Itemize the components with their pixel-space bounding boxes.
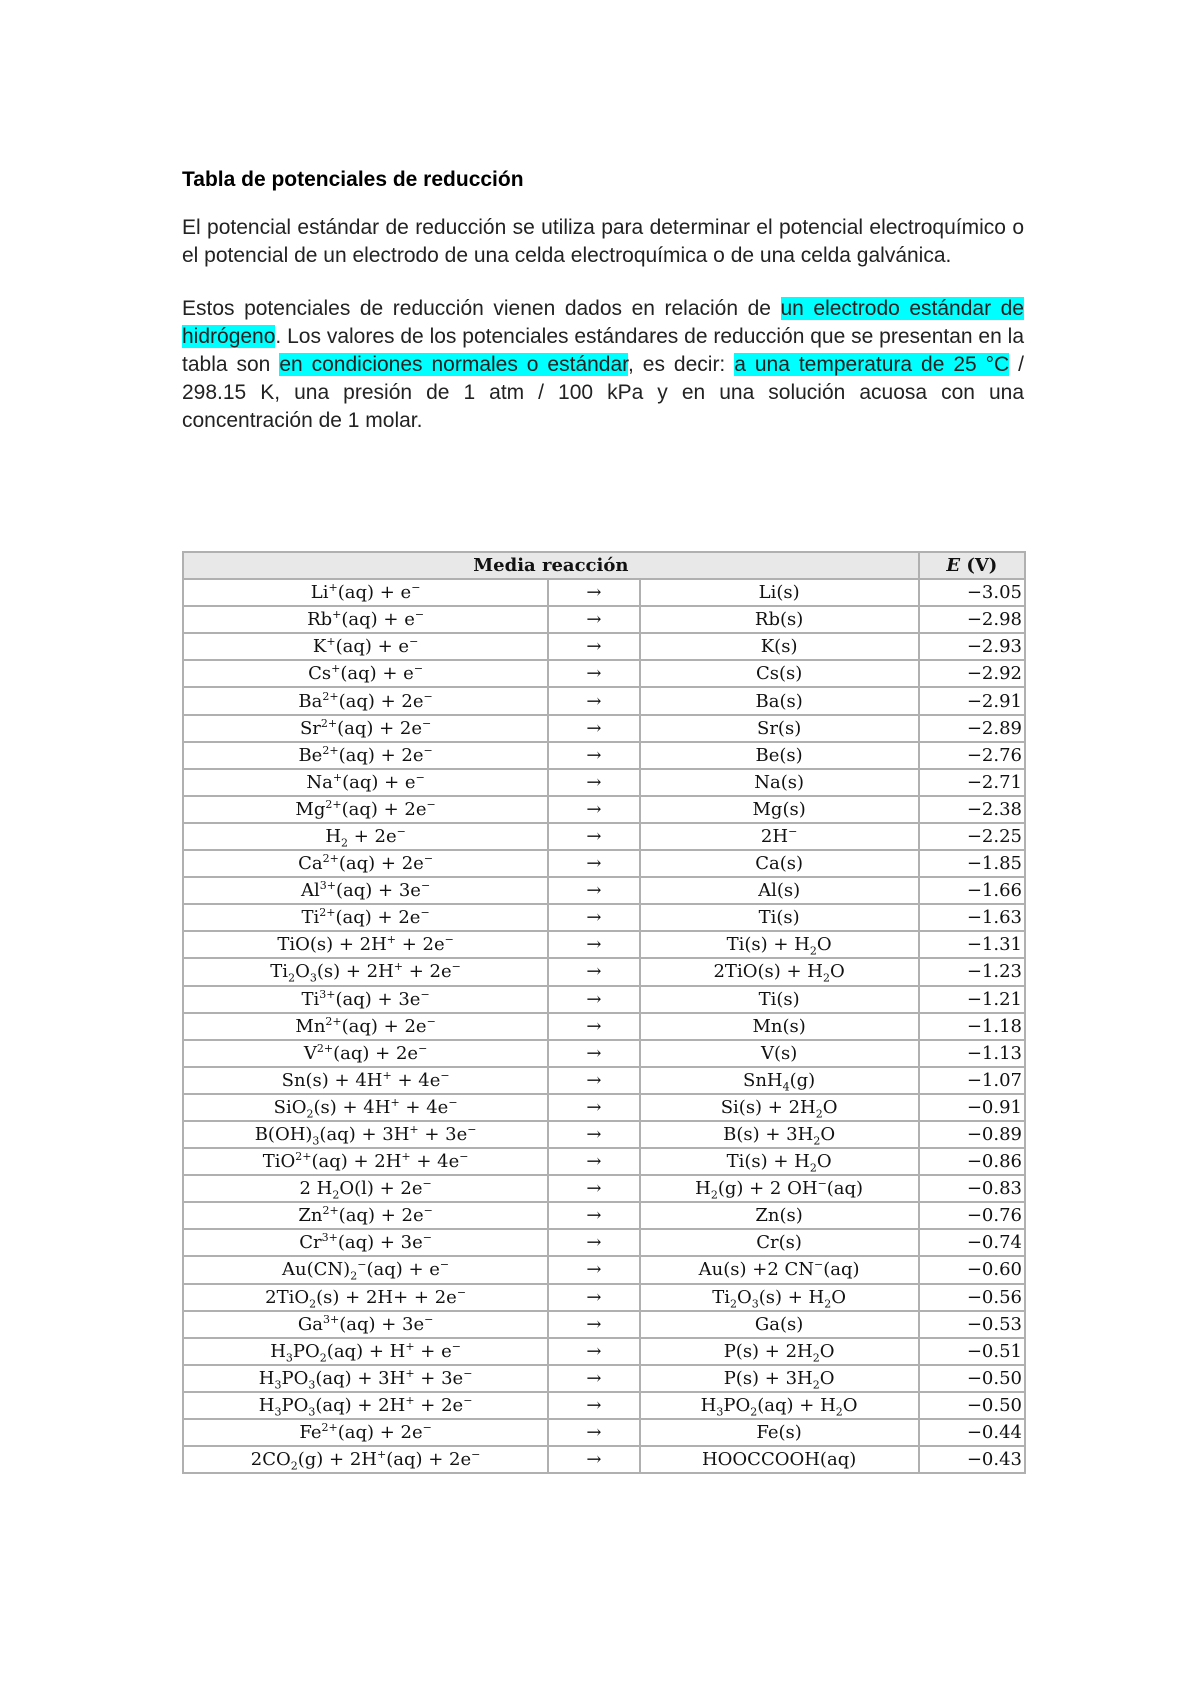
- arrow-cell: →: [548, 1094, 639, 1121]
- reactant-cell: Rb+(aq) + e−: [183, 606, 548, 633]
- arrow-cell: →: [548, 1419, 639, 1446]
- table-row: [183, 633, 1025, 660]
- product-cell: Mg(s): [640, 796, 919, 823]
- product-cell: Ba(s): [640, 687, 919, 714]
- reactant-cell: Na+(aq) + e−: [183, 769, 548, 796]
- reduction-potentials-table: [182, 551, 1026, 1474]
- table-row: [183, 1067, 1025, 1094]
- potential-cell: −1.18: [919, 1013, 1025, 1040]
- arrow-cell: →: [548, 1229, 639, 1256]
- arrow-cell: →: [548, 1148, 639, 1175]
- potential-cell: −1.31: [919, 931, 1025, 958]
- table-row: [183, 823, 1025, 850]
- table-row: [183, 660, 1025, 687]
- product-cell: $Ti_2O_3(s) + H_2O$: [640, 1284, 919, 1311]
- product-cell: SnH$_4$(g): [640, 1067, 919, 1094]
- potential-cell: −0.50: [919, 1365, 1025, 1392]
- product-cell: 2H−: [640, 823, 919, 850]
- potential-cell: −0.51: [919, 1338, 1025, 1365]
- potential-cell: −2.91: [919, 687, 1025, 714]
- highlighted-text: en condiciones normales o estándar: [279, 353, 628, 376]
- reactant-cell: Cs+(aq) + e−: [183, 660, 548, 687]
- table-row: [183, 877, 1025, 904]
- arrow-cell: →: [548, 1040, 639, 1067]
- arrow-cell: →: [548, 1202, 639, 1229]
- product-cell: Na(s): [640, 769, 919, 796]
- product-cell: K(s): [640, 633, 919, 660]
- table-row: [183, 1094, 1025, 1121]
- reactant-cell: Sn(s) + 4H+ + 4e−: [183, 1067, 548, 1094]
- product-cell: Zn(s): [640, 1202, 919, 1229]
- potential-cell: −0.86: [919, 1148, 1025, 1175]
- reactant-cell: $Mg^{2+}(aq) + 2e^-$: [183, 796, 548, 823]
- header-reaction: Media reacción: [183, 552, 919, 579]
- table-row: [183, 687, 1025, 714]
- potential-cell: −1.23: [919, 958, 1025, 985]
- product-cell: Ti(s): [640, 904, 919, 931]
- reactant-cell: $Al^{3+}(aq) + 3e^-$: [183, 877, 548, 904]
- table-row: [183, 1175, 1025, 1202]
- table-row: [183, 1392, 1025, 1419]
- table-header-row: [183, 552, 1025, 579]
- product-cell: $Si(s) + 2H_2O$: [640, 1094, 919, 1121]
- reactant-cell: $Mn^{2+}(aq) + 2e^-$: [183, 1013, 548, 1040]
- reactant-cell: $H_3PO_3(aq) + 3H^+ + 3e^-$: [183, 1365, 548, 1392]
- potential-cell: −0.60: [919, 1256, 1025, 1283]
- document-title: Tabla de potenciales de reducción: [182, 168, 524, 191]
- potential-cell: −1.07: [919, 1067, 1025, 1094]
- potential-cell: −0.53: [919, 1311, 1025, 1338]
- highlighted-text: a una temperatura de 25 °C: [734, 353, 1010, 376]
- table-row: [183, 1121, 1025, 1148]
- product-cell: $2TiO(s) + H_2O$: [640, 958, 919, 985]
- potential-cell: −2.71: [919, 769, 1025, 796]
- product-cell: $H_3PO_2(aq) + H_2O$: [640, 1392, 919, 1419]
- header-potential: [919, 552, 1025, 579]
- arrow-cell: →: [548, 1256, 639, 1283]
- header-e-symbol: E: [946, 555, 961, 577]
- table-row: [183, 904, 1025, 931]
- product-cell: $B(s) + 3H_2O$: [640, 1121, 919, 1148]
- arrow-cell: →: [548, 958, 639, 985]
- potential-cell: −0.76: [919, 1202, 1025, 1229]
- reactant-cell: K+(aq) + e−: [183, 633, 548, 660]
- reactant-cell: $Ca^{2+}(aq) + 2e^-$: [183, 850, 548, 877]
- reactant-cell: $Zn^{2+}(aq) + 2e^-$: [183, 1202, 548, 1229]
- potential-cell: −2.93: [919, 633, 1025, 660]
- product-cell: Sr(s): [640, 715, 919, 742]
- arrow-cell: →: [548, 877, 639, 904]
- product-cell: Au(s) +2 CN−(aq): [640, 1256, 919, 1283]
- product-cell: Ca(s): [640, 850, 919, 877]
- arrow-cell: →: [548, 823, 639, 850]
- arrow-cell: →: [548, 606, 639, 633]
- potential-cell: −0.50: [919, 1392, 1025, 1419]
- potential-cell: −0.43: [919, 1446, 1025, 1473]
- product-cell: Mn(s): [640, 1013, 919, 1040]
- product-cell: Ti(s): [640, 986, 919, 1013]
- product-cell: $Ti(s) + H_2O$: [640, 931, 919, 958]
- product-cell: V(s): [640, 1040, 919, 1067]
- paragraph-text: / 298.15 K, una presión de 1 atm / 100 kPa y en una solución acuosa con una concentración de 1 molar.: [182, 353, 1024, 432]
- table-row: [183, 1229, 1025, 1256]
- arrow-cell: →: [548, 904, 639, 931]
- potential-cell: −2.92: [919, 660, 1025, 687]
- potential-cell: −2.76: [919, 742, 1025, 769]
- arrow-cell: →: [548, 1446, 639, 1473]
- table-row: [183, 931, 1025, 958]
- reactant-cell: $2CO_2(g) + 2H^+(aq) + 2e^-$: [183, 1446, 548, 1473]
- arrow-cell: →: [548, 1013, 639, 1040]
- header-unit: (V): [960, 555, 998, 577]
- table-row: [183, 1311, 1025, 1338]
- product-cell: Cs(s): [640, 660, 919, 687]
- table-row: [183, 1446, 1025, 1473]
- arrow-cell: →: [548, 796, 639, 823]
- reactant-cell: $Ba^{2+}(aq) + 2e^-$: [183, 687, 548, 714]
- arrow-cell: →: [548, 579, 639, 606]
- reactant-cell: $Cr^{3+}(aq) + 3e^-$: [183, 1229, 548, 1256]
- reactant-cell: $Ti_2O_3(s) + 2H^+ + 2e^-$: [183, 958, 548, 985]
- arrow-cell: →: [548, 1284, 639, 1311]
- product-cell: Fe(s): [640, 1419, 919, 1446]
- table-row: [183, 796, 1025, 823]
- reactant-cell: Li+(aq) + e−: [183, 579, 548, 606]
- potential-cell: −1.21: [919, 986, 1025, 1013]
- paragraph-text: Estos potenciales de reducción vienen dados en relación de: [182, 297, 781, 320]
- product-cell: Rb(s): [640, 606, 919, 633]
- reactant-cell: $H_2 + 2e^-$: [183, 823, 548, 850]
- table-row: [183, 742, 1025, 769]
- product-cell: Li(s): [640, 579, 919, 606]
- potential-cell: −2.38: [919, 796, 1025, 823]
- reactant-cell: 2TiO$_2$(s) + 2H+ + 2e−: [183, 1284, 548, 1311]
- arrow-cell: →: [548, 715, 639, 742]
- reactant-cell: $B(OH)_3(aq) + 3H^+ + 3e^-$: [183, 1121, 548, 1148]
- potential-cell: −1.66: [919, 877, 1025, 904]
- product-cell: HOOCCOOH(aq): [640, 1446, 919, 1473]
- table-row: [183, 715, 1025, 742]
- reactant-cell: TiO(s) + 2H+ + 2e−: [183, 931, 548, 958]
- potential-cell: −0.83: [919, 1175, 1025, 1202]
- arrow-cell: →: [548, 742, 639, 769]
- table-row: [183, 1040, 1025, 1067]
- table-row: [183, 1365, 1025, 1392]
- table-row: [183, 850, 1025, 877]
- product-cell: Be(s): [640, 742, 919, 769]
- table-body: [183, 579, 1025, 1473]
- arrow-cell: →: [548, 660, 639, 687]
- arrow-cell: →: [548, 986, 639, 1013]
- paragraph-text: , es decir:: [628, 353, 735, 376]
- arrow-cell: →: [548, 1365, 639, 1392]
- arrow-cell: →: [548, 687, 639, 714]
- potential-cell: −0.74: [919, 1229, 1025, 1256]
- table-row: [183, 1338, 1025, 1365]
- table-row: [183, 1284, 1025, 1311]
- arrow-cell: →: [548, 1175, 639, 1202]
- potential-cell: −0.89: [919, 1121, 1025, 1148]
- reference-paragraph: [182, 295, 1024, 435]
- potential-cell: −2.25: [919, 823, 1025, 850]
- reactant-cell: $Ga^{3+}(aq) + 3e^-$: [183, 1311, 548, 1338]
- table-row: [183, 1256, 1025, 1283]
- table-row: [183, 579, 1025, 606]
- table-row: [183, 1419, 1025, 1446]
- table-row: [183, 986, 1025, 1013]
- reactant-cell: $H_3PO_2(aq) + H^+ + e^-$: [183, 1338, 548, 1365]
- paragraph-text: . Los valores de los potenciales estándares de reducción que se presentan en la tabla son: [182, 325, 1024, 376]
- arrow-cell: →: [548, 1311, 639, 1338]
- reactant-cell: $Au(CN)_2^-(aq) + e^-$: [183, 1256, 548, 1283]
- reactant-cell: $Ti^{2+}(aq) + 2e^-$: [183, 904, 548, 931]
- table-row: [183, 1148, 1025, 1175]
- potential-cell: −1.13: [919, 1040, 1025, 1067]
- potential-cell: −2.98: [919, 606, 1025, 633]
- table-row: [183, 958, 1025, 985]
- reactant-cell: 2 $H_2O(l) + 2e^-$: [183, 1175, 548, 1202]
- potential-cell: −2.89: [919, 715, 1025, 742]
- arrow-cell: →: [548, 1121, 639, 1148]
- reactant-cell: TiO$^{2+}$(aq) + 2H+ + 4e−: [183, 1148, 548, 1175]
- product-cell: Al(s): [640, 877, 919, 904]
- arrow-cell: →: [548, 1067, 639, 1094]
- reactant-cell: $Sr^{2+}(aq) + 2e^-$: [183, 715, 548, 742]
- product-cell: Ga(s): [640, 1311, 919, 1338]
- arrow-cell: →: [548, 633, 639, 660]
- arrow-cell: →: [548, 931, 639, 958]
- reactant-cell: $Be^{2+}(aq) + 2e^-$: [183, 742, 548, 769]
- potential-cell: −0.56: [919, 1284, 1025, 1311]
- arrow-cell: →: [548, 1338, 639, 1365]
- table-row: [183, 606, 1025, 633]
- potential-cell: −0.91: [919, 1094, 1025, 1121]
- reactant-cell: $H_3PO_3(aq) + 2H^+ + 2e^-$: [183, 1392, 548, 1419]
- table-row: [183, 769, 1025, 796]
- product-cell: Cr(s): [640, 1229, 919, 1256]
- reactant-cell: SiO$_2$(s) + 4H+ + 4e−: [183, 1094, 548, 1121]
- reactant-cell: $Ti^{3+}(aq) + 3e^-$: [183, 986, 548, 1013]
- intro-paragraph: El potencial estándar de reducción se utiliza para determinar el potencial electroquímico o el potencial de un electrodo de una celda electroquímica o de una celda galvánica.: [182, 216, 1024, 267]
- highlighted-text: un electrodo estándar de hidrógeno: [182, 297, 1024, 348]
- potential-cell: −0.44: [919, 1419, 1025, 1446]
- potential-cell: −1.85: [919, 850, 1025, 877]
- table-row: [183, 1013, 1025, 1040]
- arrow-cell: →: [548, 1392, 639, 1419]
- table-row: [183, 1202, 1025, 1229]
- reactant-cell: $V^{2+}(aq) + 2e^-$: [183, 1040, 548, 1067]
- product-cell: $P(s) + 2H_2O$: [640, 1338, 919, 1365]
- product-cell: $Ti(s) + H_2O$: [640, 1148, 919, 1175]
- product-cell: $H_2(g) + 2$ OH−(aq): [640, 1175, 919, 1202]
- potential-cell: −1.63: [919, 904, 1025, 931]
- potential-cell: −3.05: [919, 579, 1025, 606]
- reactant-cell: $Fe^{2+}(aq) + 2e^-$: [183, 1419, 548, 1446]
- arrow-cell: →: [548, 850, 639, 877]
- arrow-cell: →: [548, 769, 639, 796]
- product-cell: $P(s) + 3H_2O$: [640, 1365, 919, 1392]
- document-body: [182, 168, 1024, 460]
